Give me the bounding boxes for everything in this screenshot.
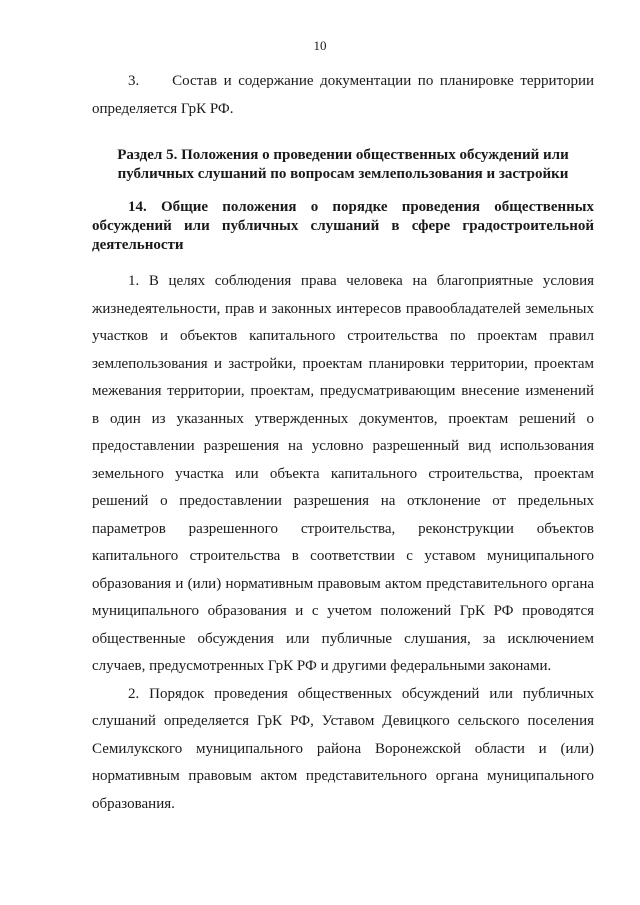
paragraph-2: 2. Порядок проведения общественных обсуждений или публичных слушаний определяется ГрК РФ, Уставом Девицкого сельского поселения Семилукского муниципального района Воронежской области и (или) нормативным правовым актом представительного органа муниципального образования. [92, 685, 594, 812]
page-number: 10 [313, 38, 327, 53]
section-heading: Раздел 5. Положения о проведении общественных обсуждений или публичных слушаний по вопросам землепользования и застройки [117, 147, 569, 182]
paragraph-item-3: 3. Состав и содержание документации по планировке территории определяется ГрК РФ. [92, 73, 594, 117]
subsection-heading: 14. Общие положения о порядке проведения общественных обсуждений или публичных слушаний в сфере градостроительной деятельности [92, 199, 594, 253]
paragraph-1: 1. В целях соблюдения права человека на благоприятные условия жизнедеятельности, прав и законных интересов правообладателей земельных участков и объектов капитального строительства по проектам правил землепользования и застройки, проектам планировки территории, проектам межевания территории, проектам, предусматривающим внесение изменений в один из указанных утвержденных документов, проектам решений о предоставлении разрешения на условно разрешенный вид использования земельного участка или объекта капитального строительства, проектам решений о предоставлении разрешения на отклонение от предельных параметров разрешенного строительства, реконструкции объектов капитального строительства в соответствии с уставом муниципального образования и (или) нормативным правовым актом представительного органа муниципального образования и с учетом положений ГрК РФ проводятся общественные обсуждения или публичные слушания, за исключением случаев, предусмотренных ГрК РФ и другими федеральными законами. [92, 273, 594, 674]
document-body [92, 68, 594, 818]
